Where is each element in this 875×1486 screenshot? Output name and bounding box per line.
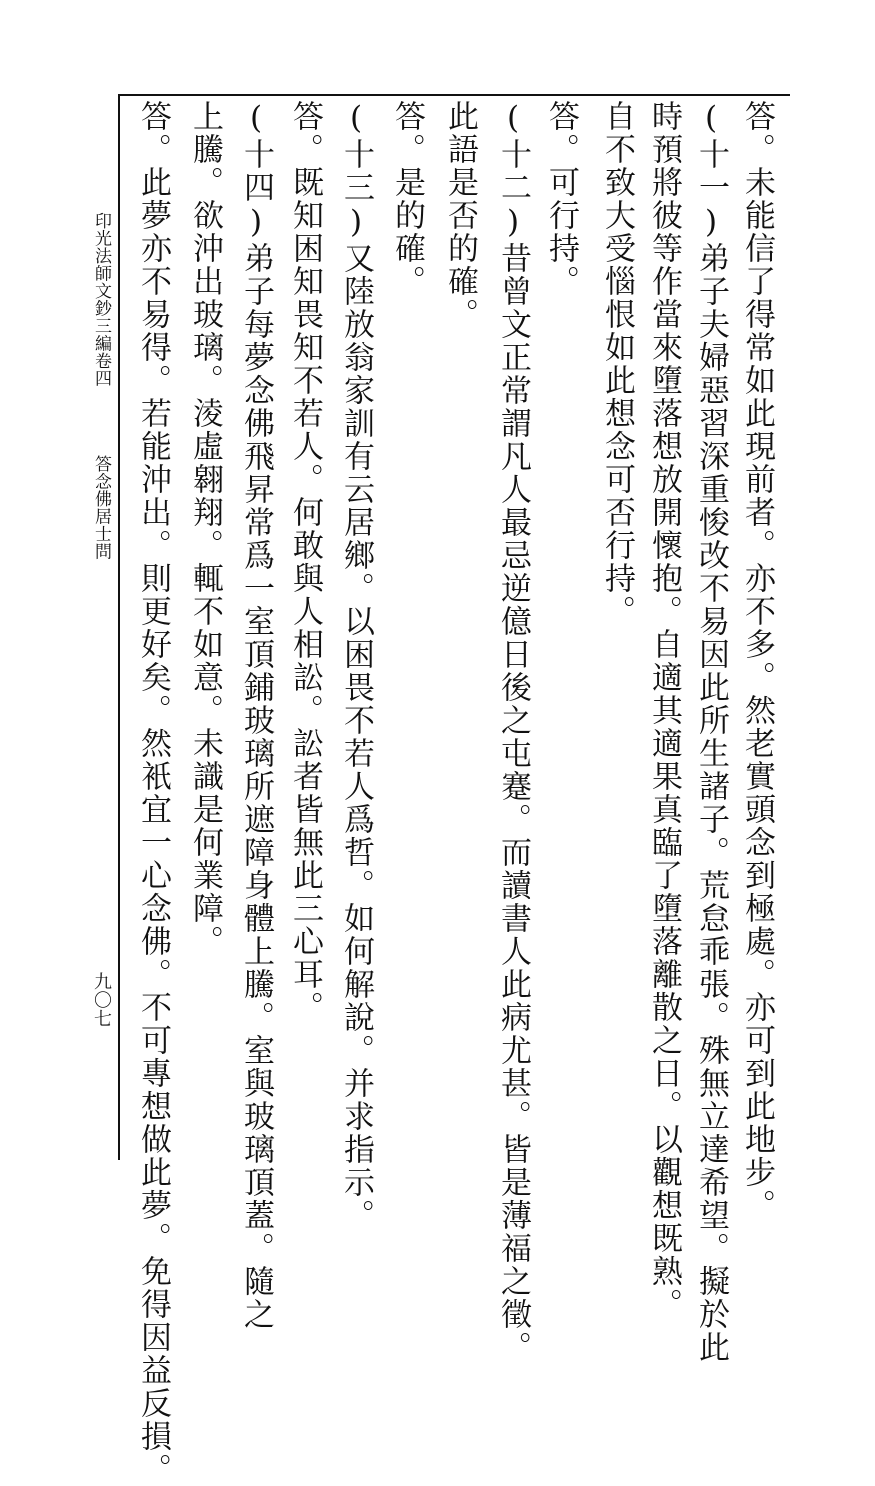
running-header-chapter-title: 答念佛居士問 — [91, 455, 111, 560]
text-column-9: (十三)又陸放翁家訓有云居鄉。以困畏不若人爲哲。如何解說。并求指示。 — [338, 100, 374, 1232]
text-column-12: 上騰。欲沖出玻璃。淩虛翱翔。輒不如意。未識是何業障。 — [187, 100, 223, 958]
text-column-2: (十一)弟子夫婦惡習深重悛改不易因此所生諸子。荒怠乖張。殊無立達希望。擬於此 — [693, 100, 729, 1364]
text-column-3: 時預將彼等作當來墮落想放開懷抱。自適其適果真臨了墮落離散之日。以觀想既熟。 — [646, 100, 682, 1321]
text-column-7: 此語是否的確。 — [442, 100, 478, 331]
left-border-rule — [118, 94, 120, 1160]
text-column-11: (十四)弟子每夢念佛飛昇常爲一室頂鋪玻璃所遮障身體上騰。室與玻璃頂蓋。隨之 — [238, 100, 274, 1331]
text-column-4: 自不致大受惱恨如此想念可否行持。 — [599, 100, 635, 628]
text-column-13: 答。此夢亦不易得。若能沖出。則更好矣。然衹宜一心念佛。不可專想做此夢。免得因益反損。 — [135, 100, 171, 1486]
text-column-6: (十二)昔曾文正常謂凡人最忌逆億日後之屯蹇。而讀書人此病尤甚。皆是薄福之徵。 — [495, 100, 531, 1364]
top-border-rule — [118, 94, 790, 96]
text-column-1: 答。未能信了得常如此現前者。亦不多。然老實頭念到極處。亦可到此地步。 — [739, 100, 775, 1222]
running-header-book-title: 印光法師文鈔三編卷四 — [91, 212, 111, 387]
text-column-10: 答。既知困知畏知不若人。何敢與人相訟。訟者皆無此三心耳。 — [287, 100, 323, 1024]
text-column-8: 答。是的確。 — [389, 100, 425, 298]
text-column-5: 答。可行持。 — [543, 100, 579, 298]
page-number: 九〇七 — [91, 972, 112, 1028]
